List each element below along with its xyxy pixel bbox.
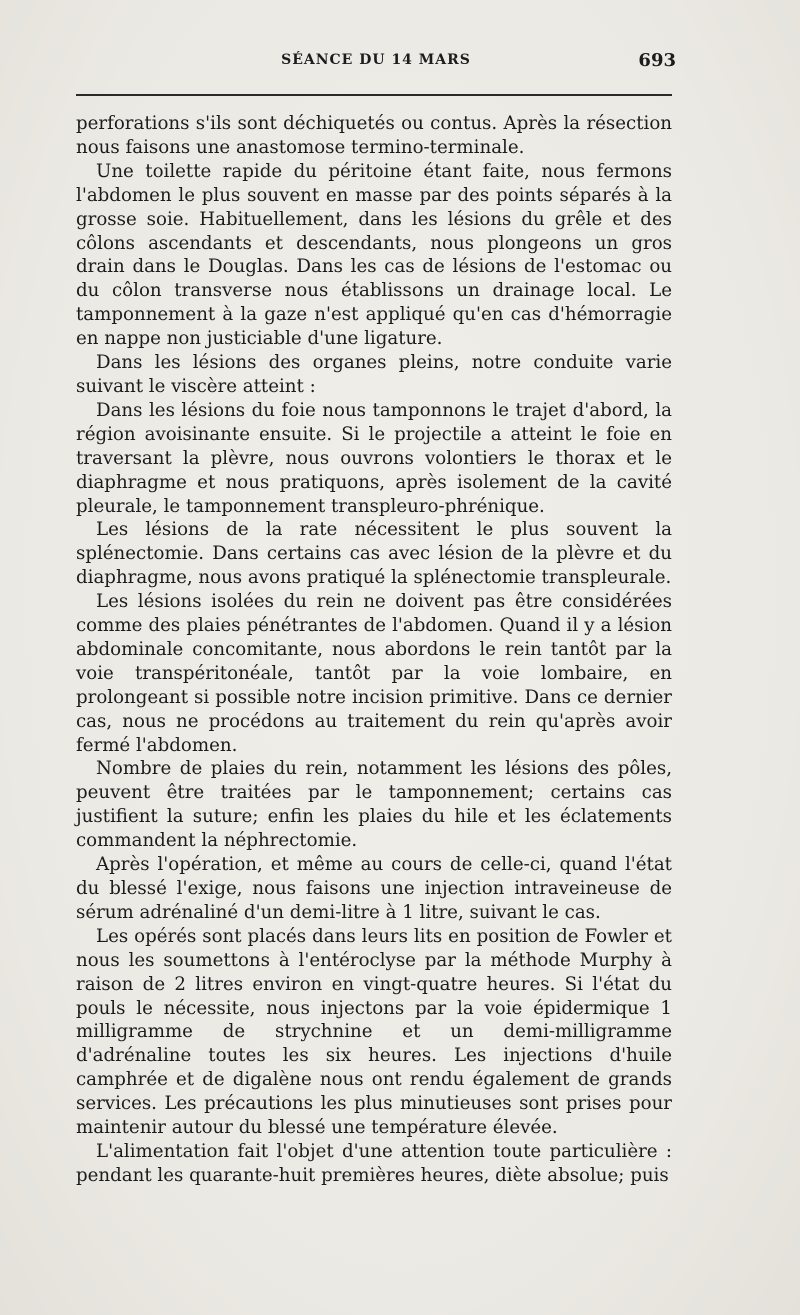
running-title: SÉANCE DU 14 MARS <box>281 52 471 68</box>
paragraph: Après l'opération, et même au cours de celle-ci, quand l'état du blessé l'exige, nous faisons une injection intraveineuse de sérum adrénaliné d'un demi-litre à 1 litre, suivant le cas. <box>76 854 672 923</box>
paragraph: Les lésions de la rate nécessitent le plus souvent la splénectomie. Dans certains cas avec lésion de la plèvre et du diaphragme, nous avons pratiqué la splénectomie transpleurale. <box>76 519 672 589</box>
paragraph: L'alimentation fait l'objet d'une attention toute particulière : pendant les quarante-huit premières heures, diète absolue; puis <box>76 1140 672 1186</box>
paragraph: Dans les lésions du foie nous tamponnons le trajet d'abord, la région avoisinante ensuite. Si le projectile a atteint le foie en traversant la plèvre, nous ouvrons volontiers le thorax et le diaphragme et nous pratiquons, après isolement de la cavité pleurale, le tamponnement transpleuro-phrénique. <box>76 399 672 517</box>
paragraph: Les lésions isolées du rein ne doivent pas être considérées comme des plaies pénétrantes de l'abdomen. Quand il y a lésion abdominale concomitante, nous abordons le rein tantôt par la voie transpéritonéale, tantôt par la voie lombaire, en prolongeant si possible notre incision primitive. Dans ce dernier cas, nous ne procédons au traitement du rein qu'après avoir fermé l'abdomen. <box>76 591 672 756</box>
body-text <box>76 112 672 1188</box>
paragraph: Les opérés sont placés dans leurs lits en position de Fowler et nous les soumettons à l'entéroclyse par la méthode Murphy à raison de 2 litres environ en vingt-quatre heures. Si l'état du pouls le nécessite, nous injectons par la voie épidermique 1 milligramme de strychnine et un demi-milligramme d'adrénaline toutes les six heures. Les injections d'huile camphrée et de digalène nous ont rendu également de grands services. Les précautions les plus minutieuses sont prises pour maintenir autour du blessé une température élevée. <box>76 925 672 1139</box>
page-header <box>76 52 676 76</box>
paragraph: Dans les lésions des organes pleins, notre conduite varie suivant le viscère atteint : <box>76 352 672 397</box>
header-rule <box>76 94 672 96</box>
paragraph: Nombre de plaies du rein, notamment les lésions des pôles, peuvent être traitées par le tamponnement; certains cas justifient la suture; enfin les plaies du hile et les éclatements commandent la néphrectomie. <box>76 758 672 852</box>
paragraph: Une toilette rapide du péritoine étant faite, nous fermons l'abdomen le plus souvent en masse par des points séparés à la grosse soie. Habituellement, dans les lésions du grêle et des côlons ascendants et descendants, nous plongeons un gros drain dans le Douglas. Dans les cas de lésions de l'estomac ou du côlon transverse nous établissons un drainage local. Le tamponnement à la gaze n'est appliqué qu'en cas d'hémorragie en nappe non justiciable d'une ligature. <box>76 160 672 350</box>
page-number: 693 <box>638 50 676 71</box>
paragraph-continuation: perforations s'ils sont déchiquetés ou contus. Après la résection nous faisons une anastomose termino-terminale. <box>76 113 672 158</box>
